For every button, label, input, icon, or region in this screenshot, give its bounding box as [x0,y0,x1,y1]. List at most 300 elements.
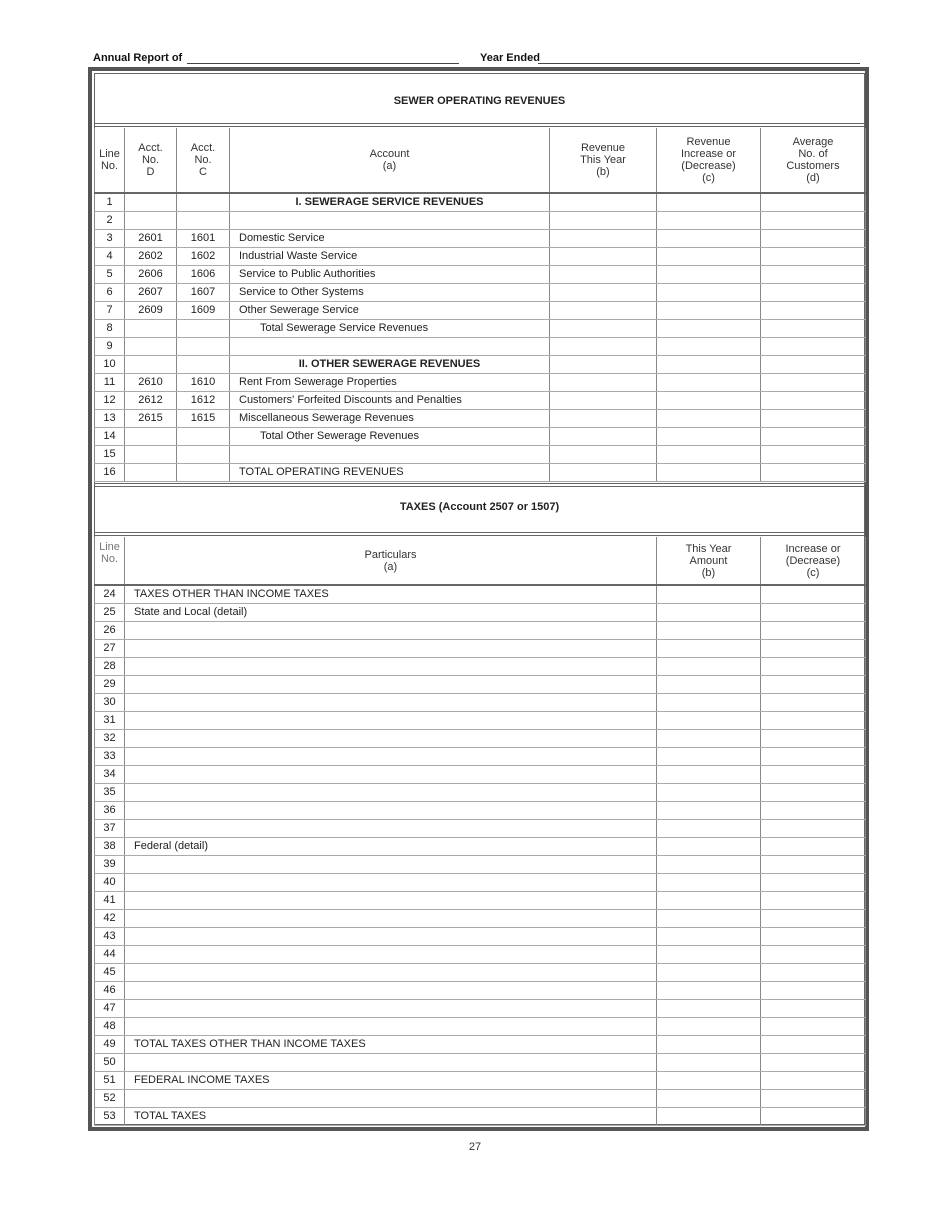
this-year-amount-input[interactable] [657,585,761,604]
acct-d-cell: 2610 [125,374,177,392]
revenue-this-year-input[interactable] [550,266,657,284]
taxes-title: TAXES (Account 2507 or 1507) [399,501,560,513]
tax-row [95,1018,866,1036]
line-no-cell: 6 [95,284,125,302]
particulars-cell[interactable] [125,856,657,874]
account-cell [230,446,550,464]
this-year-amount-input[interactable] [657,1000,761,1018]
revenue-this-year-input[interactable] [550,356,657,374]
line-no-cell: 7 [95,302,125,320]
this-year-amount-input[interactable] [657,838,761,856]
particulars-cell[interactable] [125,622,657,640]
tax-change-input[interactable] [761,892,866,910]
account-cell: TOTAL OPERATING REVENUES [230,464,550,482]
line-no-cell: 43 [95,928,125,946]
tax-row [95,712,866,730]
revenue-change-input[interactable] [657,212,761,230]
line-no-cell: 2 [95,212,125,230]
line-no-cell: 39 [95,856,125,874]
tax-change-input[interactable] [761,1036,866,1054]
account-cell [230,212,550,230]
line-no-cell: 16 [95,464,125,482]
this-year-amount-input[interactable] [657,820,761,838]
this-year-amount-input[interactable] [657,640,761,658]
tax-change-input[interactable] [761,585,866,604]
tax-change-input[interactable] [761,658,866,676]
particulars-cell[interactable] [125,694,657,712]
acct-c-cell: 1606 [177,266,230,284]
tax-row [95,585,866,604]
col-revenue-change: Revenue Increase or (Decrease) (c) [657,128,761,193]
line-no-cell: 48 [95,1018,125,1036]
col-this-year-amount: This Year Amount (b) [657,537,761,585]
section-divider [94,483,865,487]
line-no-cell: 52 [95,1090,125,1108]
tax-row [95,1036,866,1054]
line-no-cell: 45 [95,964,125,982]
line-no-cell: 33 [95,748,125,766]
avg-customers-input[interactable] [761,392,866,410]
particulars-cell[interactable] [125,1000,657,1018]
avg-customers-input[interactable] [761,212,866,230]
line-no-cell: 49 [95,1036,125,1054]
particulars-cell[interactable] [125,712,657,730]
acct-d-cell [125,338,177,356]
line-no-cell: 31 [95,712,125,730]
line-no-cell: 13 [95,410,125,428]
tax-row [95,604,866,622]
revenue-change-input[interactable] [657,248,761,266]
revenue-row [95,284,866,302]
particulars-cell[interactable] [125,676,657,694]
line-no-cell: 8 [95,320,125,338]
particulars-cell[interactable]: State and Local (detail) [125,604,657,622]
this-year-amount-input[interactable] [657,1072,761,1090]
avg-customers-input[interactable] [761,446,866,464]
acct-d-cell: 2615 [125,410,177,428]
tax-row [95,1000,866,1018]
revenue-change-input[interactable] [657,193,761,212]
revenue-this-year-input[interactable] [550,428,657,446]
tax-row [95,946,866,964]
tax-change-input[interactable] [761,622,866,640]
tax-row [95,910,866,928]
particulars-cell[interactable] [125,748,657,766]
this-year-amount-input[interactable] [657,892,761,910]
revenue-change-input[interactable] [657,320,761,338]
revenue-change-input[interactable] [657,410,761,428]
tax-row [95,982,866,1000]
account-cell: Service to Public Authorities [230,266,550,284]
revenue-change-input[interactable] [657,230,761,248]
page-number: 27 [468,1141,482,1153]
this-year-amount-input[interactable] [657,946,761,964]
avg-customers-input[interactable] [761,302,866,320]
this-year-amount-input[interactable] [657,712,761,730]
line-no-cell: 4 [95,248,125,266]
tax-change-input[interactable] [761,856,866,874]
tax-row [95,1072,866,1090]
revenues-title: SEWER OPERATING REVENUES [393,95,566,107]
acct-d-cell: 2607 [125,284,177,302]
line-no-cell: 5 [95,266,125,284]
account-cell: Total Sewerage Service Revenues [230,320,550,338]
tax-change-input[interactable] [761,712,866,730]
revenue-row [95,230,866,248]
revenue-change-input[interactable] [657,338,761,356]
tax-change-input[interactable] [761,910,866,928]
account-cell: Industrial Waste Service [230,248,550,266]
revenue-this-year-input[interactable] [550,230,657,248]
this-year-amount-input[interactable] [657,910,761,928]
revenue-change-input[interactable] [657,302,761,320]
line-no-cell: 38 [95,838,125,856]
particulars-cell[interactable] [125,658,657,676]
acct-c-cell [177,356,230,374]
line-no-cell: 1 [95,193,125,212]
this-year-amount-input[interactable] [657,730,761,748]
col-line-no: Line No. [95,537,125,585]
acct-c-cell [177,193,230,212]
particulars-cell[interactable]: FEDERAL INCOME TAXES [125,1072,657,1090]
line-no-cell: 50 [95,1054,125,1072]
tax-row [95,676,866,694]
col-tax-change: Increase or (Decrease) (c) [761,537,866,585]
account-cell: Customers' Forfeited Discounts and Penalties [230,392,550,410]
tax-change-input[interactable] [761,1054,866,1072]
avg-customers-input[interactable] [761,284,866,302]
tax-change-input[interactable] [761,946,866,964]
avg-customers-input[interactable] [761,374,866,392]
revenue-row [95,248,866,266]
tax-row [95,802,866,820]
tax-change-input[interactable] [761,766,866,784]
revenue-change-input[interactable] [657,374,761,392]
particulars-cell[interactable]: Federal (detail) [125,838,657,856]
acct-d-cell: 2602 [125,248,177,266]
revenue-row [95,212,866,230]
revenue-this-year-input[interactable] [550,446,657,464]
revenue-change-input[interactable] [657,392,761,410]
tax-row [95,784,866,802]
col-avg-customers: Average No. of Customers (d) [761,128,866,193]
tax-change-input[interactable] [761,730,866,748]
this-year-amount-input[interactable] [657,856,761,874]
avg-customers-input[interactable] [761,248,866,266]
revenue-this-year-input[interactable] [550,392,657,410]
section-divider [94,123,865,127]
tax-row [95,658,866,676]
tax-row [95,820,866,838]
tax-change-input[interactable] [761,784,866,802]
acct-c-cell: 1615 [177,410,230,428]
line-no-cell: 42 [95,910,125,928]
revenue-change-input[interactable] [657,284,761,302]
tax-change-input[interactable] [761,874,866,892]
tax-change-input[interactable] [761,1090,866,1108]
avg-customers-input[interactable] [761,266,866,284]
particulars-cell[interactable] [125,982,657,1000]
acct-d-cell [125,464,177,482]
tax-change-input[interactable] [761,1018,866,1036]
section-divider [94,532,865,536]
annual-report-label: Annual Report of [93,52,183,64]
acct-c-cell: 1610 [177,374,230,392]
line-no-cell: 47 [95,1000,125,1018]
this-year-amount-input[interactable] [657,1090,761,1108]
acct-c-cell: 1607 [177,284,230,302]
avg-customers-input[interactable] [761,230,866,248]
revenue-row [95,302,866,320]
this-year-amount-input[interactable] [657,784,761,802]
line-no-cell: 11 [95,374,125,392]
col-line-no: Line No. [95,128,125,193]
col-account: Account (a) [230,128,550,193]
tax-change-input[interactable] [761,748,866,766]
line-no-cell: 10 [95,356,125,374]
acct-d-cell: 2609 [125,302,177,320]
acct-d-cell [125,356,177,374]
this-year-amount-input[interactable] [657,982,761,1000]
tax-row [95,640,866,658]
line-no-cell: 29 [95,676,125,694]
line-no-cell: 35 [95,784,125,802]
account-cell: II. OTHER SEWERAGE REVENUES [230,356,550,374]
revenue-this-year-input[interactable] [550,338,657,356]
line-no-cell: 40 [95,874,125,892]
this-year-amount-input[interactable] [657,802,761,820]
revenue-this-year-input[interactable] [550,464,657,482]
particulars-cell[interactable] [125,784,657,802]
revenue-this-year-input[interactable] [550,212,657,230]
taxes-table [94,537,866,1126]
particulars-cell[interactable] [125,910,657,928]
acct-c-cell [177,464,230,482]
acct-d-cell [125,428,177,446]
revenue-change-input[interactable] [657,356,761,374]
particulars-cell[interactable] [125,640,657,658]
account-cell: Domestic Service [230,230,550,248]
tax-row [95,766,866,784]
account-cell [230,338,550,356]
acct-c-cell [177,428,230,446]
line-no-cell: 30 [95,694,125,712]
particulars-cell[interactable] [125,964,657,982]
this-year-amount-input[interactable] [657,1018,761,1036]
acct-c-cell: 1612 [177,392,230,410]
revenue-row [95,410,866,428]
avg-customers-input[interactable] [761,428,866,446]
tax-change-input[interactable] [761,640,866,658]
this-year-amount-input[interactable] [657,658,761,676]
revenue-change-input[interactable] [657,446,761,464]
line-no-cell: 15 [95,446,125,464]
particulars-cell[interactable] [125,928,657,946]
particulars-cell[interactable]: TAXES OTHER THAN INCOME TAXES [125,585,657,604]
tax-change-input[interactable] [761,1072,866,1090]
acct-c-cell: 1601 [177,230,230,248]
this-year-amount-input[interactable] [657,964,761,982]
revenue-change-input[interactable] [657,464,761,482]
avg-customers-input[interactable] [761,338,866,356]
line-no-cell: 53 [95,1108,125,1126]
revenue-this-year-input[interactable] [550,302,657,320]
tax-row [95,1108,866,1126]
tax-change-input[interactable] [761,820,866,838]
tax-change-input[interactable] [761,802,866,820]
line-no-cell: 9 [95,338,125,356]
this-year-amount-input[interactable] [657,622,761,640]
revenue-change-input[interactable] [657,266,761,284]
line-no-cell: 26 [95,622,125,640]
avg-customers-input[interactable] [761,356,866,374]
tax-change-input[interactable] [761,964,866,982]
tax-row [95,622,866,640]
tax-row [95,964,866,982]
account-cell: Miscellaneous Sewerage Revenues [230,410,550,428]
revenue-this-year-input[interactable] [550,374,657,392]
tax-row [95,694,866,712]
year-ended-label: Year Ended [480,52,540,64]
tax-row [95,730,866,748]
tax-row [95,874,866,892]
acct-c-cell [177,338,230,356]
revenue-row [95,320,866,338]
account-cell: Service to Other Systems [230,284,550,302]
acct-c-cell [177,446,230,464]
line-no-cell: 36 [95,802,125,820]
particulars-cell[interactable] [125,946,657,964]
line-no-cell: 12 [95,392,125,410]
tax-change-input[interactable] [761,1108,866,1126]
this-year-amount-input[interactable] [657,1036,761,1054]
revenue-row [95,464,866,482]
acct-d-cell: 2601 [125,230,177,248]
account-cell: Total Other Sewerage Revenues [230,428,550,446]
tax-change-input[interactable] [761,1000,866,1018]
particulars-cell[interactable]: TOTAL TAXES OTHER THAN INCOME TAXES [125,1036,657,1054]
particulars-cell[interactable] [125,1018,657,1036]
col-revenue-this-year: Revenue This Year (b) [550,128,657,193]
revenue-this-year-input[interactable] [550,320,657,338]
acct-d-cell: 2606 [125,266,177,284]
avg-customers-input[interactable] [761,320,866,338]
particulars-cell[interactable] [125,1090,657,1108]
particulars-cell[interactable] [125,802,657,820]
acct-c-cell [177,320,230,338]
revenues-table [94,128,866,482]
acct-d-cell [125,193,177,212]
col-acct-c: Acct. No. C [177,128,230,193]
revenue-this-year-input[interactable] [550,284,657,302]
tax-row [95,928,866,946]
particulars-cell[interactable] [125,1054,657,1072]
this-year-amount-input[interactable] [657,928,761,946]
line-no-cell: 25 [95,604,125,622]
avg-customers-input[interactable] [761,193,866,212]
line-no-cell: 24 [95,585,125,604]
revenue-row [95,266,866,284]
acct-c-cell [177,212,230,230]
this-year-amount-input[interactable] [657,1054,761,1072]
account-cell: Other Sewerage Service [230,302,550,320]
line-no-cell: 37 [95,820,125,838]
line-no-cell: 32 [95,730,125,748]
tax-row [95,892,866,910]
revenue-row [95,193,866,212]
acct-c-cell: 1609 [177,302,230,320]
col-particulars: Particulars (a) [125,537,657,585]
acct-d-cell [125,320,177,338]
this-year-amount-input[interactable] [657,604,761,622]
revenue-row [95,356,866,374]
line-no-cell: 51 [95,1072,125,1090]
particulars-cell[interactable] [125,730,657,748]
account-cell: Rent From Sewerage Properties [230,374,550,392]
revenue-row [95,374,866,392]
tax-change-input[interactable] [761,928,866,946]
revenue-this-year-input[interactable] [550,248,657,266]
account-cell: I. SEWERAGE SERVICE REVENUES [230,193,550,212]
avg-customers-input[interactable] [761,464,866,482]
acct-d-cell [125,212,177,230]
this-year-amount-input[interactable] [657,1108,761,1126]
particulars-cell[interactable] [125,766,657,784]
this-year-amount-input[interactable] [657,676,761,694]
revenue-change-input[interactable] [657,428,761,446]
revenue-this-year-input[interactable] [550,193,657,212]
revenue-this-year-input[interactable] [550,410,657,428]
particulars-cell[interactable] [125,820,657,838]
revenue-row [95,338,866,356]
tax-change-input[interactable] [761,676,866,694]
line-no-cell: 28 [95,658,125,676]
tax-row [95,1090,866,1108]
tax-row [95,748,866,766]
this-year-amount-input[interactable] [657,748,761,766]
line-no-cell: 41 [95,892,125,910]
this-year-amount-input[interactable] [657,874,761,892]
this-year-amount-input[interactable] [657,766,761,784]
annual-report-field[interactable] [187,63,459,64]
year-ended-field[interactable] [538,63,860,64]
line-no-cell: 34 [95,766,125,784]
line-no-cell: 3 [95,230,125,248]
acct-c-cell: 1602 [177,248,230,266]
revenue-row [95,428,866,446]
line-no-cell: 44 [95,946,125,964]
tax-change-input[interactable] [761,694,866,712]
tax-row [95,838,866,856]
this-year-amount-input[interactable] [657,694,761,712]
tax-change-input[interactable] [761,838,866,856]
line-no-cell: 46 [95,982,125,1000]
particulars-cell[interactable] [125,874,657,892]
particulars-cell[interactable]: TOTAL TAXES [125,1108,657,1126]
acct-d-cell [125,446,177,464]
tax-row [95,856,866,874]
col-acct-d: Acct. No. D [125,128,177,193]
revenue-row [95,392,866,410]
avg-customers-input[interactable] [761,410,866,428]
tax-change-input[interactable] [761,982,866,1000]
line-no-cell: 14 [95,428,125,446]
line-no-cell: 27 [95,640,125,658]
acct-d-cell: 2612 [125,392,177,410]
tax-change-input[interactable] [761,604,866,622]
particulars-cell[interactable] [125,892,657,910]
revenue-row [95,446,866,464]
